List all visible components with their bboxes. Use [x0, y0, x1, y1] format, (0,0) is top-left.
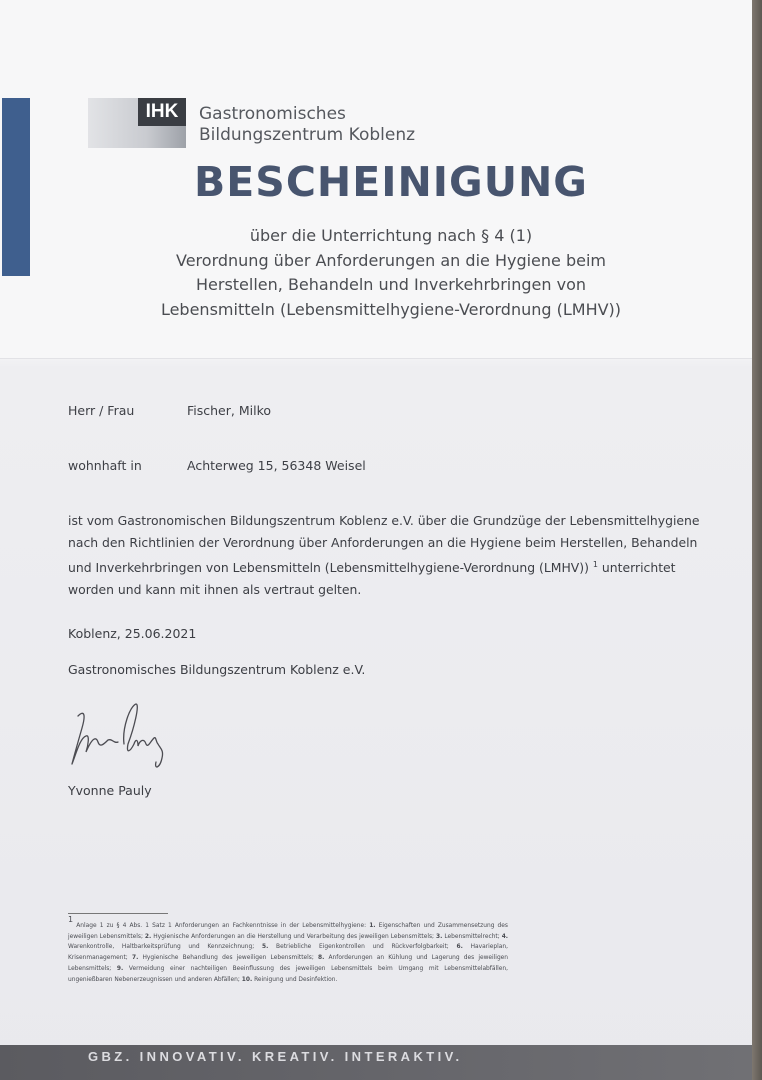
footnote-item: [132, 955, 314, 961]
handwritten-signature: [64, 698, 174, 778]
footnote-item-number: 9.: [116, 965, 124, 972]
footnote-reference: 1: [592, 560, 598, 569]
footnote-item-text: Betriebliche Eigenkontrollen und Rückverfolgbarkeit;: [276, 944, 449, 951]
subtitle-line: Verordnung über Anforderungen an die Hygiene beim: [176, 250, 606, 270]
footnote-item: [145, 934, 434, 940]
page-edge-shadow: [752, 0, 762, 1080]
logo-ihk-mark: IHK: [138, 98, 186, 126]
address-label: wohnhaft in: [68, 458, 142, 473]
logo-text-line1: Gastronomisches: [199, 104, 346, 124]
subtitle-line: Herstellen, Behandeln und Inverkehrbringen von: [195, 275, 586, 294]
footnote-divider: [68, 913, 168, 914]
footnote-item-text: Vermeidung einer nachteiligen Beeinflussung des jeweiligen Lebensmittels beim Umgang mit Lebensmittelabfällen, ungenießbaren Nebenerzeugnissen und anderen Abfällen;: [68, 965, 508, 983]
footnote-item-text: Havarieplan, Krisenmanagement;: [68, 944, 508, 962]
subtitle-line: über die Unterrichtung nach § 4 (1): [249, 226, 533, 245]
footnote-item-number: 6.: [456, 944, 463, 951]
footnote-item-number: 4.: [501, 933, 509, 940]
name-value: Fischer, Milko: [187, 403, 272, 418]
statement-line-text: unterrichtet: [601, 560, 676, 575]
footnote-item-text: Lebensmittelrecht;: [444, 933, 500, 940]
footnote-item: [242, 977, 338, 983]
name-label: Herr / Frau: [68, 403, 135, 418]
footnote: [68, 915, 508, 985]
footnote-item-number: 5.: [261, 944, 269, 951]
signer-name: Yvonne Pauly: [68, 783, 152, 798]
statement-line-text: und Inverkehrbringen von Lebensmitteln (Lebensmittelhygiene-Verordnung (LMHV)): [68, 560, 589, 575]
statement-line: ist vom Gastronomischen Bildungszentrum Koblenz e.V. über die Grundzüge der Lebensmittelhygiene: [68, 513, 700, 528]
document-subtitle: [100, 224, 682, 322]
footnote-item-text: Eigenschaften und Zusammensetzung des jeweiligen Lebensmittels;: [68, 923, 508, 940]
footnote-item-number: 8.: [318, 955, 325, 962]
footnote-marker: 1: [68, 915, 74, 924]
certification-statement: [68, 510, 708, 601]
footnote-item: [436, 934, 500, 940]
footnote-intro: Anlage 1 zu § 4 Abs. 1 Satz 1 Anforderungen an Fachkenntnisse in der Lebensmittelhygiene:: [76, 923, 367, 929]
footnote-item-number: 1.: [369, 923, 376, 929]
subtitle-line: Lebensmitteln (Lebensmittelhygiene-Verordnung (LMHV)): [160, 299, 622, 319]
footnote-item-number: 10.: [241, 976, 253, 983]
footnote-item-number: 2.: [144, 933, 152, 940]
footnote-item-text: Reinigung und Desinfektion.: [254, 976, 338, 983]
footnote-item-text: Hygienische Behandlung des jeweiligen Lebensmittels;: [142, 955, 314, 962]
footnote-item-text: Anforderungen an Kühlung und Lagerung des jeweiligen Lebensmittels;: [68, 955, 509, 972]
footnote-item-text: Hygienische Anforderungen an die Herstellung und Verarbeitung des jeweiligen Lebensmittels;: [153, 933, 435, 940]
address-value: Achterweg 15, 56348 Weisel: [187, 458, 366, 473]
statement-line: worden und kann mit ihnen als vertraut gelten.: [68, 582, 362, 597]
logo-text-line2: Bildungszentrum Koblenz: [199, 125, 416, 145]
logo-text: [199, 104, 415, 146]
footnote-item: [262, 944, 449, 950]
statement-line: nach den Richtlinien der Verordnung über Anforderungen an die Hygiene beim Herstellen, Behandeln: [68, 535, 698, 550]
footer-slogan: GBZ. INNOVATIV. KREATIV. INTERAKTIV.: [88, 1049, 463, 1064]
place-date: Koblenz, 25.06.2021: [68, 626, 197, 641]
issuing-organization: Gastronomisches Bildungszentrum Koblenz e.V.: [68, 662, 366, 677]
document-title: BESCHEINIGUNG: [194, 158, 588, 206]
footnote-item-number: 7.: [131, 955, 139, 962]
footnote-item-text: Warenkontrolle, Haltbarkeitsprüfung und Kennzeichnung;: [68, 944, 255, 951]
statement-line: [68, 554, 708, 579]
footnote-item-number: 3.: [436, 933, 443, 940]
